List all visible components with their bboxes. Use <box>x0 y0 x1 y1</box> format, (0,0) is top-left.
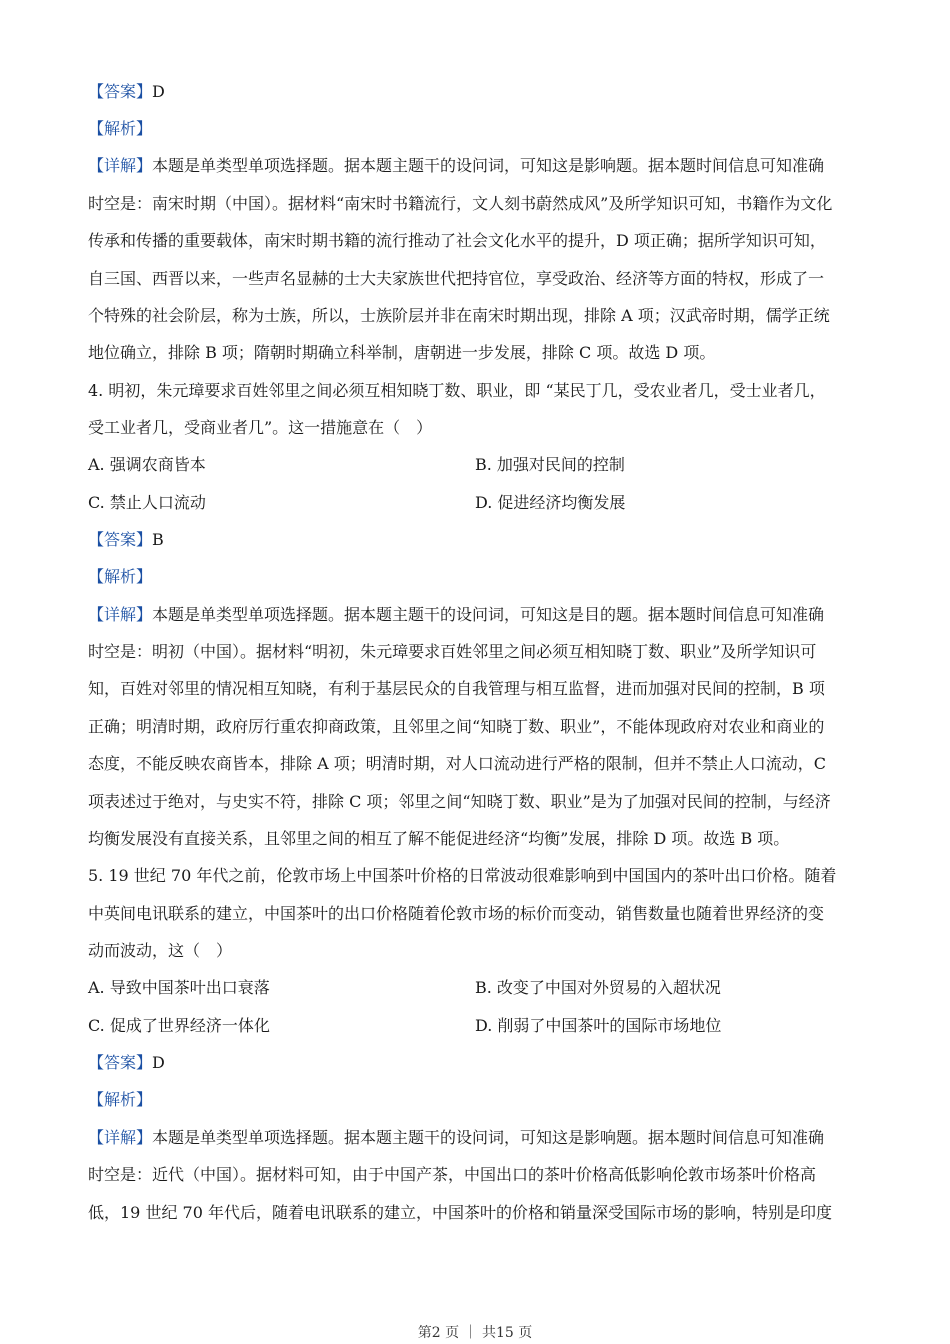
q4-option-b: B. 加强对民间的控制 <box>475 455 625 474</box>
q3-detail-line: 个特殊的社会阶层，称为士族，所以，士族阶层并非在南宋时期出现，排除 A 项；汉武帝时期，儒学正统 <box>88 306 830 325</box>
q4-answer-value: B <box>152 530 164 549</box>
q4-detail-line: 知，百姓对邻里的情况相互知晓，有利于基层民众的自我管理与相互监督，进而加强对民间的控制，B 项 <box>88 679 825 698</box>
q4-detail-line: 【详解】本题是单类型单项选择题。据本题主题干的设问词，可知这是目的题。据本题时间信息可知准确 <box>88 605 825 624</box>
q4-detail-line: 正确；明清时期，政府厉行重农抑商政策，且邻里之间“知晓丁数、职业”，不能体现政府对农业和商业的 <box>88 717 825 736</box>
q3-answer-value: D <box>152 82 165 101</box>
q5-detail-line: 时空是：近代（中国）。据材料可知，由于中国产茶，中国出口的茶叶价格高低影响伦敦市场茶叶价格高 <box>88 1165 817 1184</box>
q3-detail-line: 自三国、西晋以来，一些声名显赫的士大夫家族世代把持官位，享受政治、经济等方面的特权，形成了一 <box>88 269 825 288</box>
q4-answer: 【答案】B <box>88 530 164 549</box>
q4-option-d: D. 促进经济均衡发展 <box>475 493 626 512</box>
q5-option-a: A. 导致中国茶叶出口衰落 <box>88 978 270 997</box>
q5-analysis-heading: 【解析】 <box>88 1090 153 1109</box>
q4-detail-line: 均衡发展没有直接关系，且邻里之间的相互了解不能促进经济“均衡”发展，排除 D 项。故选 B 项。 <box>88 829 790 848</box>
q5-stem-line: 动而波动，这（ ） <box>88 941 233 960</box>
q3-detail-line: 时空是：南宋时期（中国）。据材料“南宋时书籍流行，文人刻书蔚然成风”及所学知识可知，书籍作为文化 <box>88 194 833 213</box>
answer-tag: 【答案】 <box>88 82 153 101</box>
q5-option-c: C. 促成了世界经济一体化 <box>88 1016 270 1035</box>
q4-option-c: C. 禁止人口流动 <box>88 493 206 512</box>
q4-stem-line: 4. 明初，朱元璋要求百姓邻里之间必须互相知晓丁数、职业，即 “某民丁几，受农业者几，受士业者几， <box>88 381 826 400</box>
q4-option-a: A. 强调农商皆本 <box>88 455 206 474</box>
q4-analysis-heading: 【解析】 <box>88 567 153 586</box>
q5-option-d: D. 削弱了中国茶叶的国际市场地位 <box>475 1016 722 1035</box>
q5-stem-line: 5. 19 世纪 70 年代之前，伦敦市场上中国茶叶价格的日常波动很难影响到中国国内的茶叶出口价格。随着 <box>88 866 837 885</box>
q5-stem-line: 中英间电讯联系的建立，中国茶叶的出口价格随着伦敦市场的标价而变动，销售数量也随着世界经济的变 <box>88 904 825 923</box>
q5-detail-line: 低，19 世纪 70 年代后，随着电讯联系的建立，中国茶叶的价格和销量深受国际市场的影响，特别是印度 <box>88 1203 832 1222</box>
q3-detail-line: 传承和传播的重要载体，南宋时期书籍的流行推动了社会文化水平的提升，D 项正确；据所学知识可知， <box>88 231 826 250</box>
q3-analysis-heading: 【解析】 <box>88 119 153 138</box>
q4-stem-line: 受工业者几，受商业者几”。这一措施意在（ ） <box>88 418 433 437</box>
q4-detail-line: 时空是：明初（中国）。据材料“明初，朱元璋要求百姓邻里之间必须互相知晓丁数、职业”及所学知识可 <box>88 642 817 661</box>
q4-detail-line: 态度，不能反映农商皆本，排除 A 项；明清时期，对人口流动进行严格的限制，但并不禁止人口流动，C <box>88 754 826 773</box>
q5-answer-value: D <box>152 1053 165 1072</box>
page-footer: 第2 页 ｜ 共15 页 <box>417 1325 533 1341</box>
q5-option-b: B. 改变了中国对外贸易的入超状况 <box>475 978 721 997</box>
q4-detail-line: 项表述过于绝对，与史实不符，排除 C 项；邻里之间“知晓丁数、职业”是为了加强对民间的控制，与经济 <box>88 792 831 811</box>
q3-answer <box>88 82 878 102</box>
q5-detail-line: 【详解】本题是单类型单项选择题。据本题主题干的设问词，可知这是影响题。据本题时间信息可知准确 <box>88 1128 825 1147</box>
q3-detail-line: 【详解】本题是单类型单项选择题。据本题主题干的设问词，可知这是影响题。据本题时间信息可知准确 <box>88 156 825 175</box>
q3-detail-line: 地位确立，排除 B 项；隋朝时期确立科举制，唐朝进一步发展，排除 C 项。故选 D 项。 <box>88 343 716 362</box>
q5-answer: 【答案】D <box>88 1053 165 1072</box>
